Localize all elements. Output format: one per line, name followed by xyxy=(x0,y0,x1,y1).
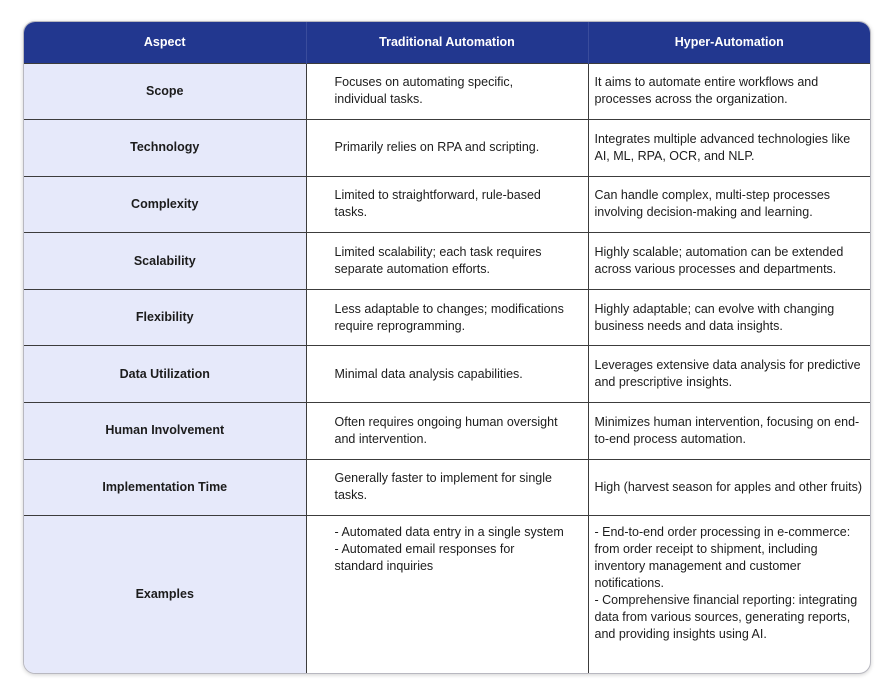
header-traditional-automation: Traditional Automation xyxy=(306,22,588,63)
traditional-examples-cell xyxy=(306,516,588,673)
traditional-cell: Focuses on automating specific, individual tasks. xyxy=(306,63,588,120)
hyper-cell: It aims to automate entire workflows and processes across the organization. xyxy=(588,63,870,120)
aspect-cell: Technology xyxy=(24,120,306,177)
header-hyper-automation: Hyper-Automation xyxy=(588,22,870,63)
hyper-cell: Minimizes human intervention, focusing on end-to-end process automation. xyxy=(588,402,870,459)
hyper-cell: Integrates multiple advanced technologies like AI, ML, RPA, OCR, and NLP. xyxy=(588,120,870,177)
example-item: - Automated data entry in a single system xyxy=(334,525,564,540)
table-row xyxy=(24,120,870,177)
table-row xyxy=(24,346,870,403)
aspect-cell: Implementation Time xyxy=(24,459,306,516)
hyper-examples-cell xyxy=(588,516,870,673)
traditional-cell: Often requires ongoing human oversight and intervention. xyxy=(306,402,588,459)
comparison-table-card xyxy=(23,21,871,674)
table-row xyxy=(24,289,870,346)
traditional-cell: Minimal data analysis capabilities. xyxy=(306,346,588,403)
table-row xyxy=(24,459,870,516)
hyper-cell: Can handle complex, multi-step processes involving decision-making and learning. xyxy=(588,176,870,233)
hyper-cell: Highly adaptable; can evolve with changing business needs and data insights. xyxy=(588,289,870,346)
example-item: - End-to-end order processing in e-commerce: from order receipt to shipment, including inventory management and customer notifications. xyxy=(594,525,851,591)
table-row xyxy=(24,402,870,459)
hyper-cell: Leverages extensive data analysis for predictive and prescriptive insights. xyxy=(588,346,870,403)
table-row xyxy=(24,233,870,290)
traditional-cell: Limited to straightforward, rule-based tasks. xyxy=(306,176,588,233)
table-row xyxy=(24,63,870,120)
hyper-cell: High (harvest season for apples and other fruits) xyxy=(588,459,870,516)
aspect-cell: Examples xyxy=(24,516,306,673)
table-header-row xyxy=(24,22,870,63)
aspect-cell: Complexity xyxy=(24,176,306,233)
aspect-cell: Scalability xyxy=(24,233,306,290)
aspect-cell: Human Involvement xyxy=(24,402,306,459)
traditional-cell: Generally faster to implement for single tasks. xyxy=(306,459,588,516)
example-item: - Automated email responses for standard inquiries xyxy=(334,542,515,574)
example-item: - Comprehensive financial reporting: integrating data from various sources, generating reports, and providing insights using AI. xyxy=(594,593,858,642)
table-row xyxy=(24,516,870,673)
aspect-cell: Data Utilization xyxy=(24,346,306,403)
traditional-cell: Less adaptable to changes; modifications require reprogramming. xyxy=(306,289,588,346)
aspect-cell: Scope xyxy=(24,63,306,120)
table-row xyxy=(24,176,870,233)
traditional-cell: Primarily relies on RPA and scripting. xyxy=(306,120,588,177)
aspect-cell: Flexibility xyxy=(24,289,306,346)
traditional-cell: Limited scalability; each task requires separate automation efforts. xyxy=(306,233,588,290)
hyper-cell: Highly scalable; automation can be extended across various processes and departments. xyxy=(588,233,870,290)
header-aspect: Aspect xyxy=(143,35,186,50)
comparison-table xyxy=(24,22,870,673)
